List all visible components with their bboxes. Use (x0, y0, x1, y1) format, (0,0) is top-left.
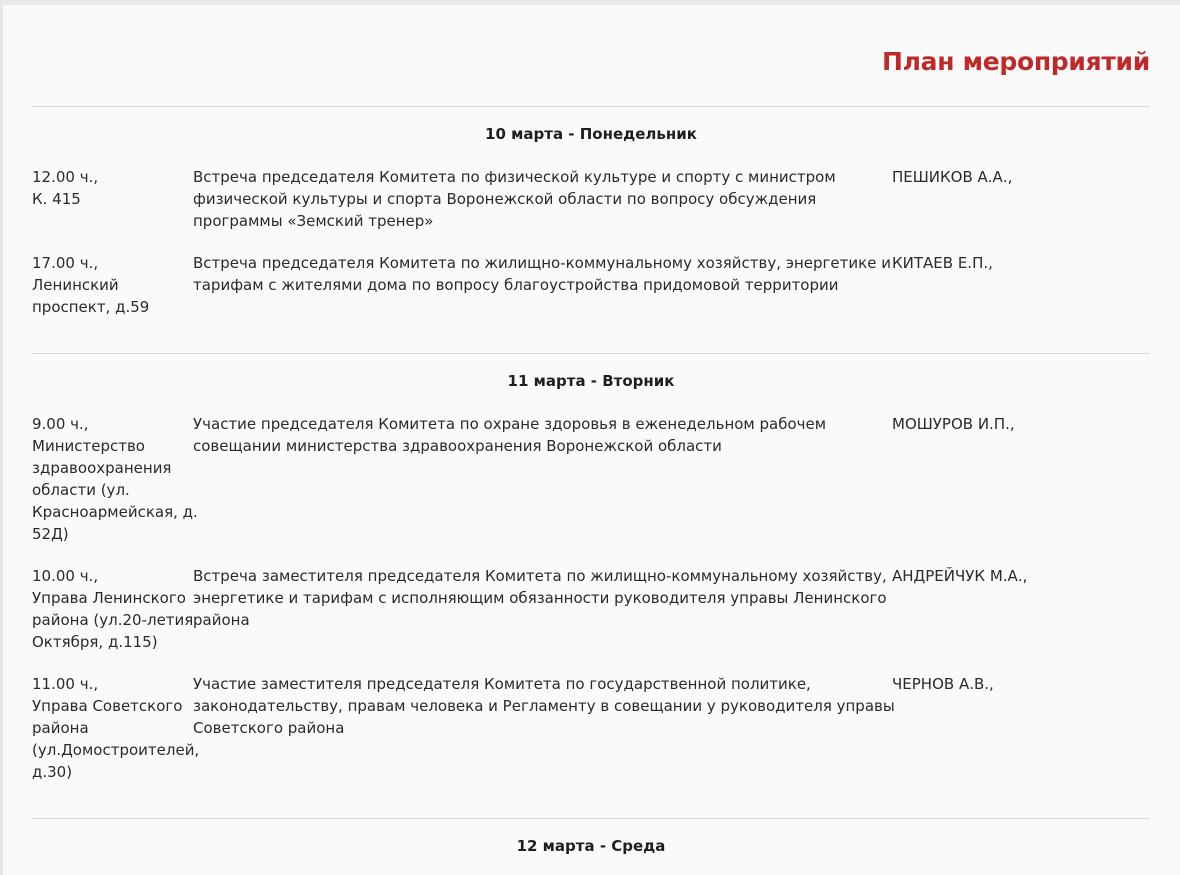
place-line: К. 415 (32, 190, 81, 208)
event-description (193, 565, 887, 631)
event-description (193, 166, 883, 232)
event-person: АНДРЕЙЧУК М.А., (892, 567, 1028, 585)
place-line: 11.00 ч., (32, 675, 99, 693)
desc-line: Встреча председателя Комитета по жилищно-коммунальному хозяйству, энергетике и (193, 254, 891, 272)
desc-line: Советского района (193, 719, 345, 737)
event-time-place (32, 673, 200, 783)
desc-line: физической культуры и спорта Воронежской области по вопросу обсуждения (193, 190, 817, 208)
desc-line: Участие председателя Комитета по охране здоровья в еженедельном рабочем (193, 415, 827, 433)
event-time-place (32, 565, 194, 653)
place-line: области (ул. (32, 481, 130, 499)
page-container (3, 5, 1180, 875)
desc-line: Встреча председателя Комитета по физической культуре и спорту с министром (193, 168, 836, 186)
place-line: 17.00 ч., (32, 254, 99, 272)
place-line: 9.00 ч., (32, 415, 89, 433)
day-heading: 11 марта - Вторник (507, 372, 675, 390)
day-heading: 12 марта - Среда (516, 837, 666, 855)
place-line: 12.00 ч., (32, 168, 99, 186)
place-line: Октября, д.115) (32, 633, 158, 651)
desc-line: Участие заместителя председателя Комитета по государственной политике, (193, 675, 811, 693)
desc-line: Встреча заместителя председателя Комитета по жилищно-коммунальному хозяйству, (193, 567, 887, 585)
page-title: План мероприятий (881, 47, 1150, 76)
place-line: Красноармейская, д. (32, 503, 198, 521)
place-line: Министерство (32, 437, 145, 455)
event-description (193, 413, 883, 457)
place-line: Управа Советского (32, 697, 183, 715)
place-line: д.30) (32, 763, 73, 781)
divider (32, 106, 1150, 107)
place-line: района (ул.20-летия (32, 611, 194, 629)
divider (32, 818, 1150, 819)
event-person: МОШУРОВ И.П., (892, 415, 1015, 433)
place-line: здравоохранения (32, 459, 172, 477)
event-person: КИТАЕВ Е.П., (892, 254, 993, 272)
event-time-place (32, 252, 194, 318)
place-line: (ул.Домостроителей, (32, 741, 200, 759)
desc-line: энергетике и тарифам с исполняющим обязанности руководителя управы Ленинского (193, 589, 887, 607)
desc-line: района (193, 611, 250, 629)
place-line: района (32, 719, 89, 737)
place-line: Управа Ленинского (32, 589, 186, 607)
desc-line: программы «Земский тренер» (193, 212, 434, 230)
event-person: ЧЕРНОВ А.В., (892, 675, 994, 693)
event-time-place (32, 413, 198, 545)
event-time-place (32, 166, 194, 210)
divider (32, 353, 1150, 354)
place-line: 10.00 ч., (32, 567, 99, 585)
place-line: проспект, д.59 (32, 298, 150, 316)
place-line: 52Д) (32, 525, 69, 543)
place-line: Ленинский (32, 276, 119, 294)
event-description (193, 252, 891, 296)
event-person: ПЕШИКОВ А.А., (892, 168, 1013, 186)
event-description (193, 673, 895, 739)
desc-line: законодательству, правам человека и Регламенту в совещании у руководителя управы (193, 697, 895, 715)
desc-line: тарифам с жителями дома по вопросу благоустройства придомовой территории (193, 276, 839, 294)
day-heading: 10 марта - Понедельник (485, 125, 697, 143)
desc-line: совещании министерства здравоохранения Воронежской области (193, 437, 722, 455)
